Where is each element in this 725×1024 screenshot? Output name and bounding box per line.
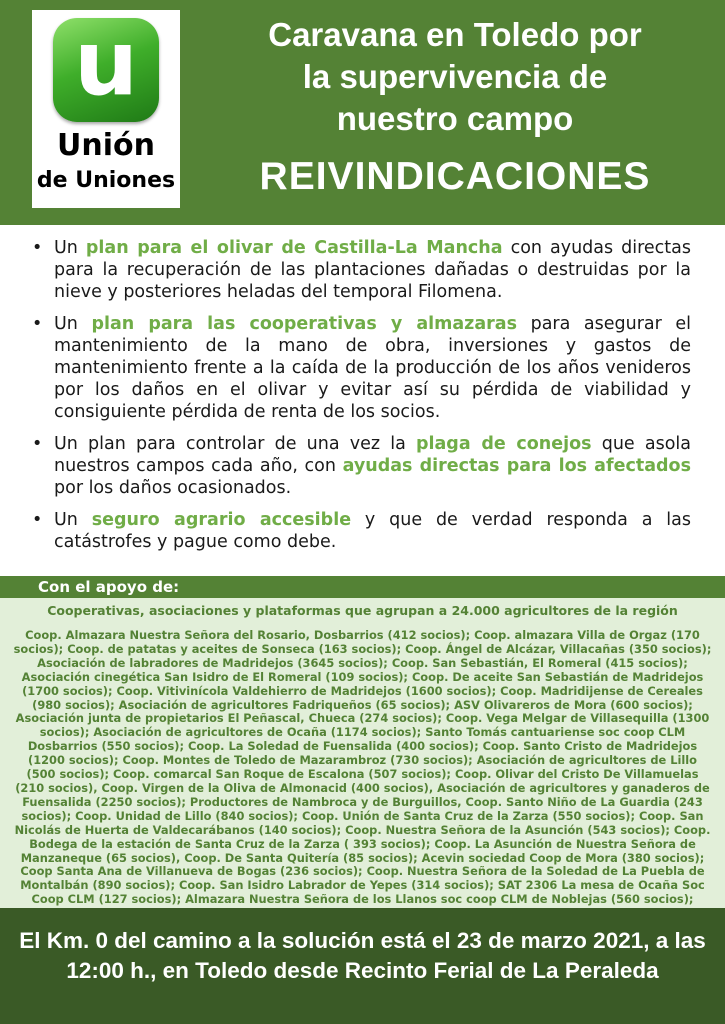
- logo-letter: u: [73, 11, 139, 116]
- demand-text: y que de verdad responda a las catástrofes y pague como debe.: [54, 510, 691, 552]
- demand-item-cooperativas: [32, 313, 691, 423]
- title-line-3: nuestro campo: [336, 100, 574, 137]
- support-section: [0, 576, 725, 908]
- demand-text: que asola nuestros campos cada año, con: [54, 434, 691, 476]
- members-list: Coop. Almazara Nuestra Señora del Rosario, Dosbarrios (412 socios); Coop. almazara Villa de Orgaz (170 socios); Coop. de patatas y aceites de Sonseca (163 socios); Coop. Ángel de Alcázar, Villacañas (350 socios); Asociación de labradores de Madridejos (3645 socios); Coop. San Sebastián, El Romeral (415 socios); Asociación cinegética San Isidro de El Romeral (109 socios); Coop. De aceite San Sebastián de Madridejos (1700 socios); Coop. Vitivinícola Valdehierro de Madridejos (1600 socios); Coop. Madridijense de Cereales (980 socios); Asociación de agricultores Fadriqueños (65 socios); ASV Olivareros de Mora (600 socios); Asociación junta de propietarios El Peñascal, Chueca (274 socios); Coop. Vega Melgar de Villasequilla (1300 socios); Asociación de agricultores de Ocaña (1174 socios); Santo Tomás cantuariense soc coop CLM Dosbarrios (550 socios); Coop. La Soledad de Fuensalida (400 socios); Coop. Santo Cristo de Madridejos (1200 socios); Coop. Montes de Toledo de Mazarambroz (730 socios); Asociación de agricultores de Lillo (500 socios); Coop. comarcal San Roque de Escalona (507 socios); Coop. Olivar del Cristo De Villamuelas (210 socios), Coop. Virgen de la Oliva de Almonacid (400 socios), Asociación de agricultores y ganaderos de Fuensalida (2250 socios); Productores de Nambroca y de Burguillos, Coop. Santo Niño de La Guardia (243 socios); Coop. Unidad de Lillo (840 socios); Coop. Unión de Santa Cruz de la Zarza (550 socios); Coop. San Nicolás de Huerta de Valdecarábanos (140 socios); Coop. Nuestra Señora de la Asunción (543 socios); Coop. Bodega de la estación de Santa Cruz de la Zarza ( 393 socios); Coop. La Asunción de Nuestra Señora de Manzaneque (65 socios), Coop. De Santa Quitería (85 socios); Acevin sociedad Coop de Mora (380 socios); Coop Santa Ana de Villanueva de Bogas (236 socios); Coop. Nuestra Señora de la Soledad de La Puebla de Montalbán (890 socios); Coop. San Isidro Labrador de Yepes (314 socios); SAT 2306 La mesa de Ocaña Soc Coop CLM (127 socios); Almazara Nuestra Señora de los Llanos soc coop CLM de Noblejas (560 socios);: [13, 628, 712, 907]
- bullet-icon: •: [32, 434, 43, 454]
- demand-highlight: seguro agrario accesible: [91, 510, 352, 530]
- demand-text: Un: [54, 510, 92, 530]
- logo-u-icon: [53, 11, 159, 122]
- demands-list: [32, 237, 691, 563]
- footer-banner: [0, 908, 725, 1024]
- support-subtitle: Cooperativas, asociaciones y plataformas que agrupan a 24.000 agricultores de la región: [47, 603, 678, 618]
- bullet-icon: •: [32, 238, 43, 258]
- bullet-icon: •: [32, 510, 43, 530]
- demand-text: con ayudas directas para la recuperación de las plantaciones dañadas o destruidas por la nieve y posteriores heladas del temporal Filomena.: [54, 238, 691, 302]
- demand-highlight: ayudas directas para los afectados: [342, 456, 691, 476]
- footer-text: El Km. 0 del camino a la solución está el 23 de marzo 2021, a las 12:00 h., en Toledo desde Recinto Ferial de La Peraleda: [19, 928, 706, 983]
- demand-highlight: plaga de conejos: [415, 434, 592, 454]
- demand-text: Un: [54, 238, 86, 258]
- demand-text: para asegurar el mantenimiento de la mano de obra, inversiones y gastos de mantenimiento frente a la caída de la producción de los años venideros por los daños en el olivar y evitar así su pérdida de viabilidad y consiguiente pérdida de renta de los socios.: [54, 314, 691, 422]
- support-header-bar: [0, 576, 725, 598]
- demand-highlight: plan para las cooperativas y almazaras: [91, 314, 518, 334]
- section-title-reivindicaciones: REIVINDICACIONES: [259, 155, 651, 198]
- demand-text: Un plan para controlar de una vez la: [54, 434, 416, 454]
- demand-item-conejos: [32, 433, 691, 499]
- union-de-uniones-logo: [32, 10, 180, 208]
- demand-text: por los daños ocasionados.: [54, 478, 292, 498]
- logo-text-line1: Unión: [57, 128, 155, 163]
- bullet-icon: •: [32, 314, 43, 334]
- demand-text: Un: [54, 314, 92, 334]
- title-line-2: la supervivencia de: [302, 58, 608, 95]
- support-title: Con el apoyo de:: [38, 578, 180, 596]
- page-title: [200, 14, 710, 140]
- logo-text-line2: de Uniones: [36, 168, 176, 193]
- demand-highlight: plan para el olivar de Castilla-La Mancha: [85, 238, 503, 258]
- header-banner: [0, 0, 725, 225]
- demand-item-olivar: [32, 237, 691, 303]
- title-line-1: Caravana en Toledo por: [268, 16, 642, 53]
- demand-item-seguro: [32, 509, 691, 553]
